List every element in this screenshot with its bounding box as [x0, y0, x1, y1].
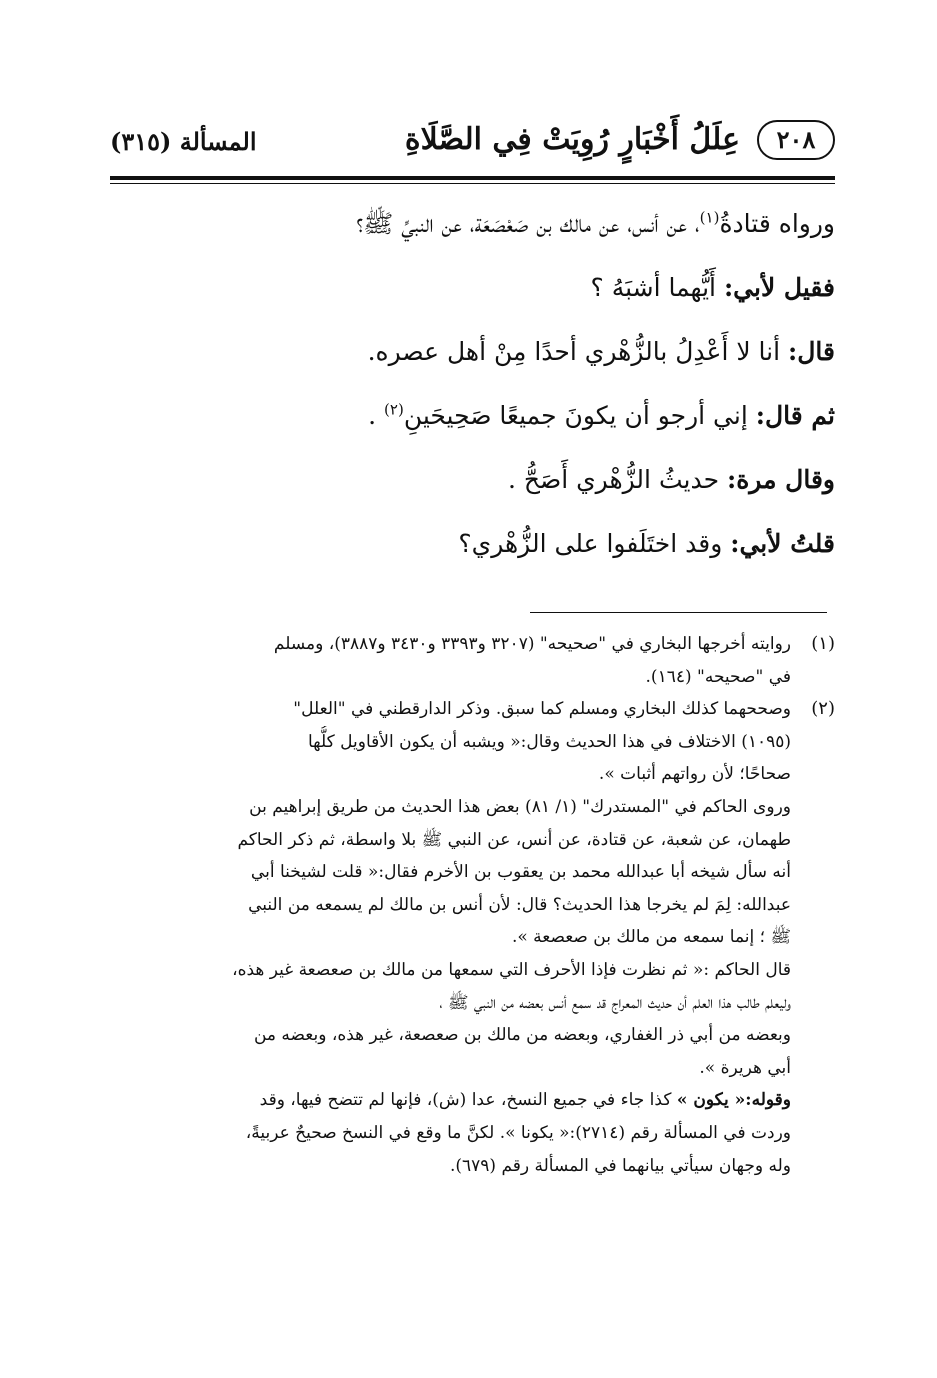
speaker-label: قلتُ لأبي:	[730, 529, 835, 558]
header-rule-thick	[110, 176, 835, 180]
footnote-line: ﷺ ؛ إنما سمعه من مالك بن صعصعة ».	[511, 927, 791, 948]
book-title: عِلَلُ أَخْبَارٍ رُوِيَتْ فِي الصَّلَاةِ	[404, 122, 740, 157]
footnote-line: قال الحاكم :« ثم نظرت فإذا الأحرف التي سمعها من مالك بن صعصعة غير هذه،	[232, 959, 791, 980]
line-text: أنا لا أَعْدِلُ بالزُّهْري أحدًا مِنْ أهل عصره.	[367, 337, 789, 366]
line-text: وقد اختَلَفوا على الزُّهْري؟	[458, 529, 731, 558]
footnote-line: أنه سأل شيخه أبا عبدالله محمد بن يعقوب بن الأخرم فقال:« قلت لشيخنا أبي	[250, 862, 791, 883]
footnote-line: وليعلم طالب هذا العلم أن حديث المعراج قد سمع أنس بعضه من النبي ﷺ ،	[439, 992, 791, 1013]
line-text: حديثُ الزُّهْري أَصَحُّ .	[507, 465, 727, 494]
footnote-line: روايته أخرجها البخاري في "صحيحه" (٣٢٠٧ و٣٣٩٣ و٣٤٣٠ و٣٨٨٧)، ومسلم	[273, 634, 791, 654]
line-text: .	[368, 401, 385, 430]
footnote-2	[108, 693, 835, 1182]
speaker-label: وقال مرة:	[726, 465, 835, 494]
footnote-line	[108, 1084, 791, 1117]
footnote-1	[108, 628, 835, 693]
footnote-line: (١٠٩٥) الاختلاف في هذا الحديث وقال:« ويشبه أن يكون الأقاويل كلُّها	[307, 731, 791, 752]
footnote-number: (٢)	[811, 698, 835, 720]
footnote-line: في "صحيحه" (١٦٤).	[645, 666, 791, 687]
line-text: إني أرجو أن يكونَ جميعًا صَحِيحَينِ	[403, 401, 756, 430]
footnote-line: وبعضه من أبي ذر الغفاري، وبعضه من مالك بن صعصعة، غير هذه، وبعضه من	[253, 1025, 791, 1046]
main-line-3	[110, 320, 835, 384]
main-line-6	[110, 512, 835, 576]
footnote-ref-1: (١)	[699, 208, 720, 227]
issue-label: المسألة (٣١٥)	[110, 127, 257, 156]
footnote-line: وروى الحاكم في "المستدرك" (١/ ٨١) بعض هذا الحديث من طريق إبراهيم بن	[249, 796, 791, 817]
line-text: أَيُّهما أشبَهُ ؟	[590, 273, 724, 302]
line-text: ورواه قتادةُ	[719, 209, 835, 238]
main-line-4	[110, 384, 835, 448]
speaker-label: ثم قال:	[755, 401, 835, 430]
speaker-label: قال:	[788, 337, 835, 366]
footnote-bold-lead: وقوله:« يكون »	[676, 1090, 791, 1111]
main-line-2	[110, 256, 835, 320]
footnote-line: وله وجهان سيأتي بيانهما في المسألة رقم (٦٧٩).	[449, 1155, 791, 1176]
main-text	[110, 192, 835, 576]
footnote-line: عبدالله: لِمَ لم يخرجا هذا الحديث؟ قال: لأن أنس بن مالك لم يسمعه من النبي	[248, 894, 791, 915]
header-rule-thin	[110, 183, 835, 184]
page-header	[110, 118, 835, 176]
footnote-line: وردت في المسألة رقم (٢٧١٤):« يكونا ». لكنَّ ما وقع في النسخ صحيحٌ عربيةً،	[245, 1122, 791, 1143]
page-number: ٢٠٨	[757, 120, 835, 160]
footnote-separator	[530, 612, 827, 613]
footnote-line: أبي هريرة ».	[699, 1057, 791, 1078]
footnote-text: كذا جاء في جميع النسخ، عدا (ش)، فإنها لم تتضح فيها، وقد	[259, 1090, 677, 1111]
footnote-ref-2: (٢)	[384, 400, 404, 419]
footnote-number: (١)	[811, 633, 835, 654]
footnote-line: وصححهما كذلك البخاري ومسلم كما سبق. وذكر الدارقطني في "العلل"	[293, 699, 791, 720]
footnote-line: طهمان، عن شعبة، عن قتادة، عن أنس، عن النبي ﷺ بلا واسطة، ثم ذكر الحاكم	[237, 829, 791, 850]
speaker-label: فقيل لأبي:	[723, 273, 835, 302]
line-text: ، عن أنس، عن مالك بن صَعْصَعَة، عن النبيِّ ﷺ؟	[356, 209, 700, 238]
footnotes	[108, 628, 835, 1182]
main-line-1	[110, 192, 835, 256]
footnote-line: صحاحًا؛ لأن رواتهم أثبات ».	[598, 764, 791, 785]
main-line-5	[110, 448, 835, 512]
